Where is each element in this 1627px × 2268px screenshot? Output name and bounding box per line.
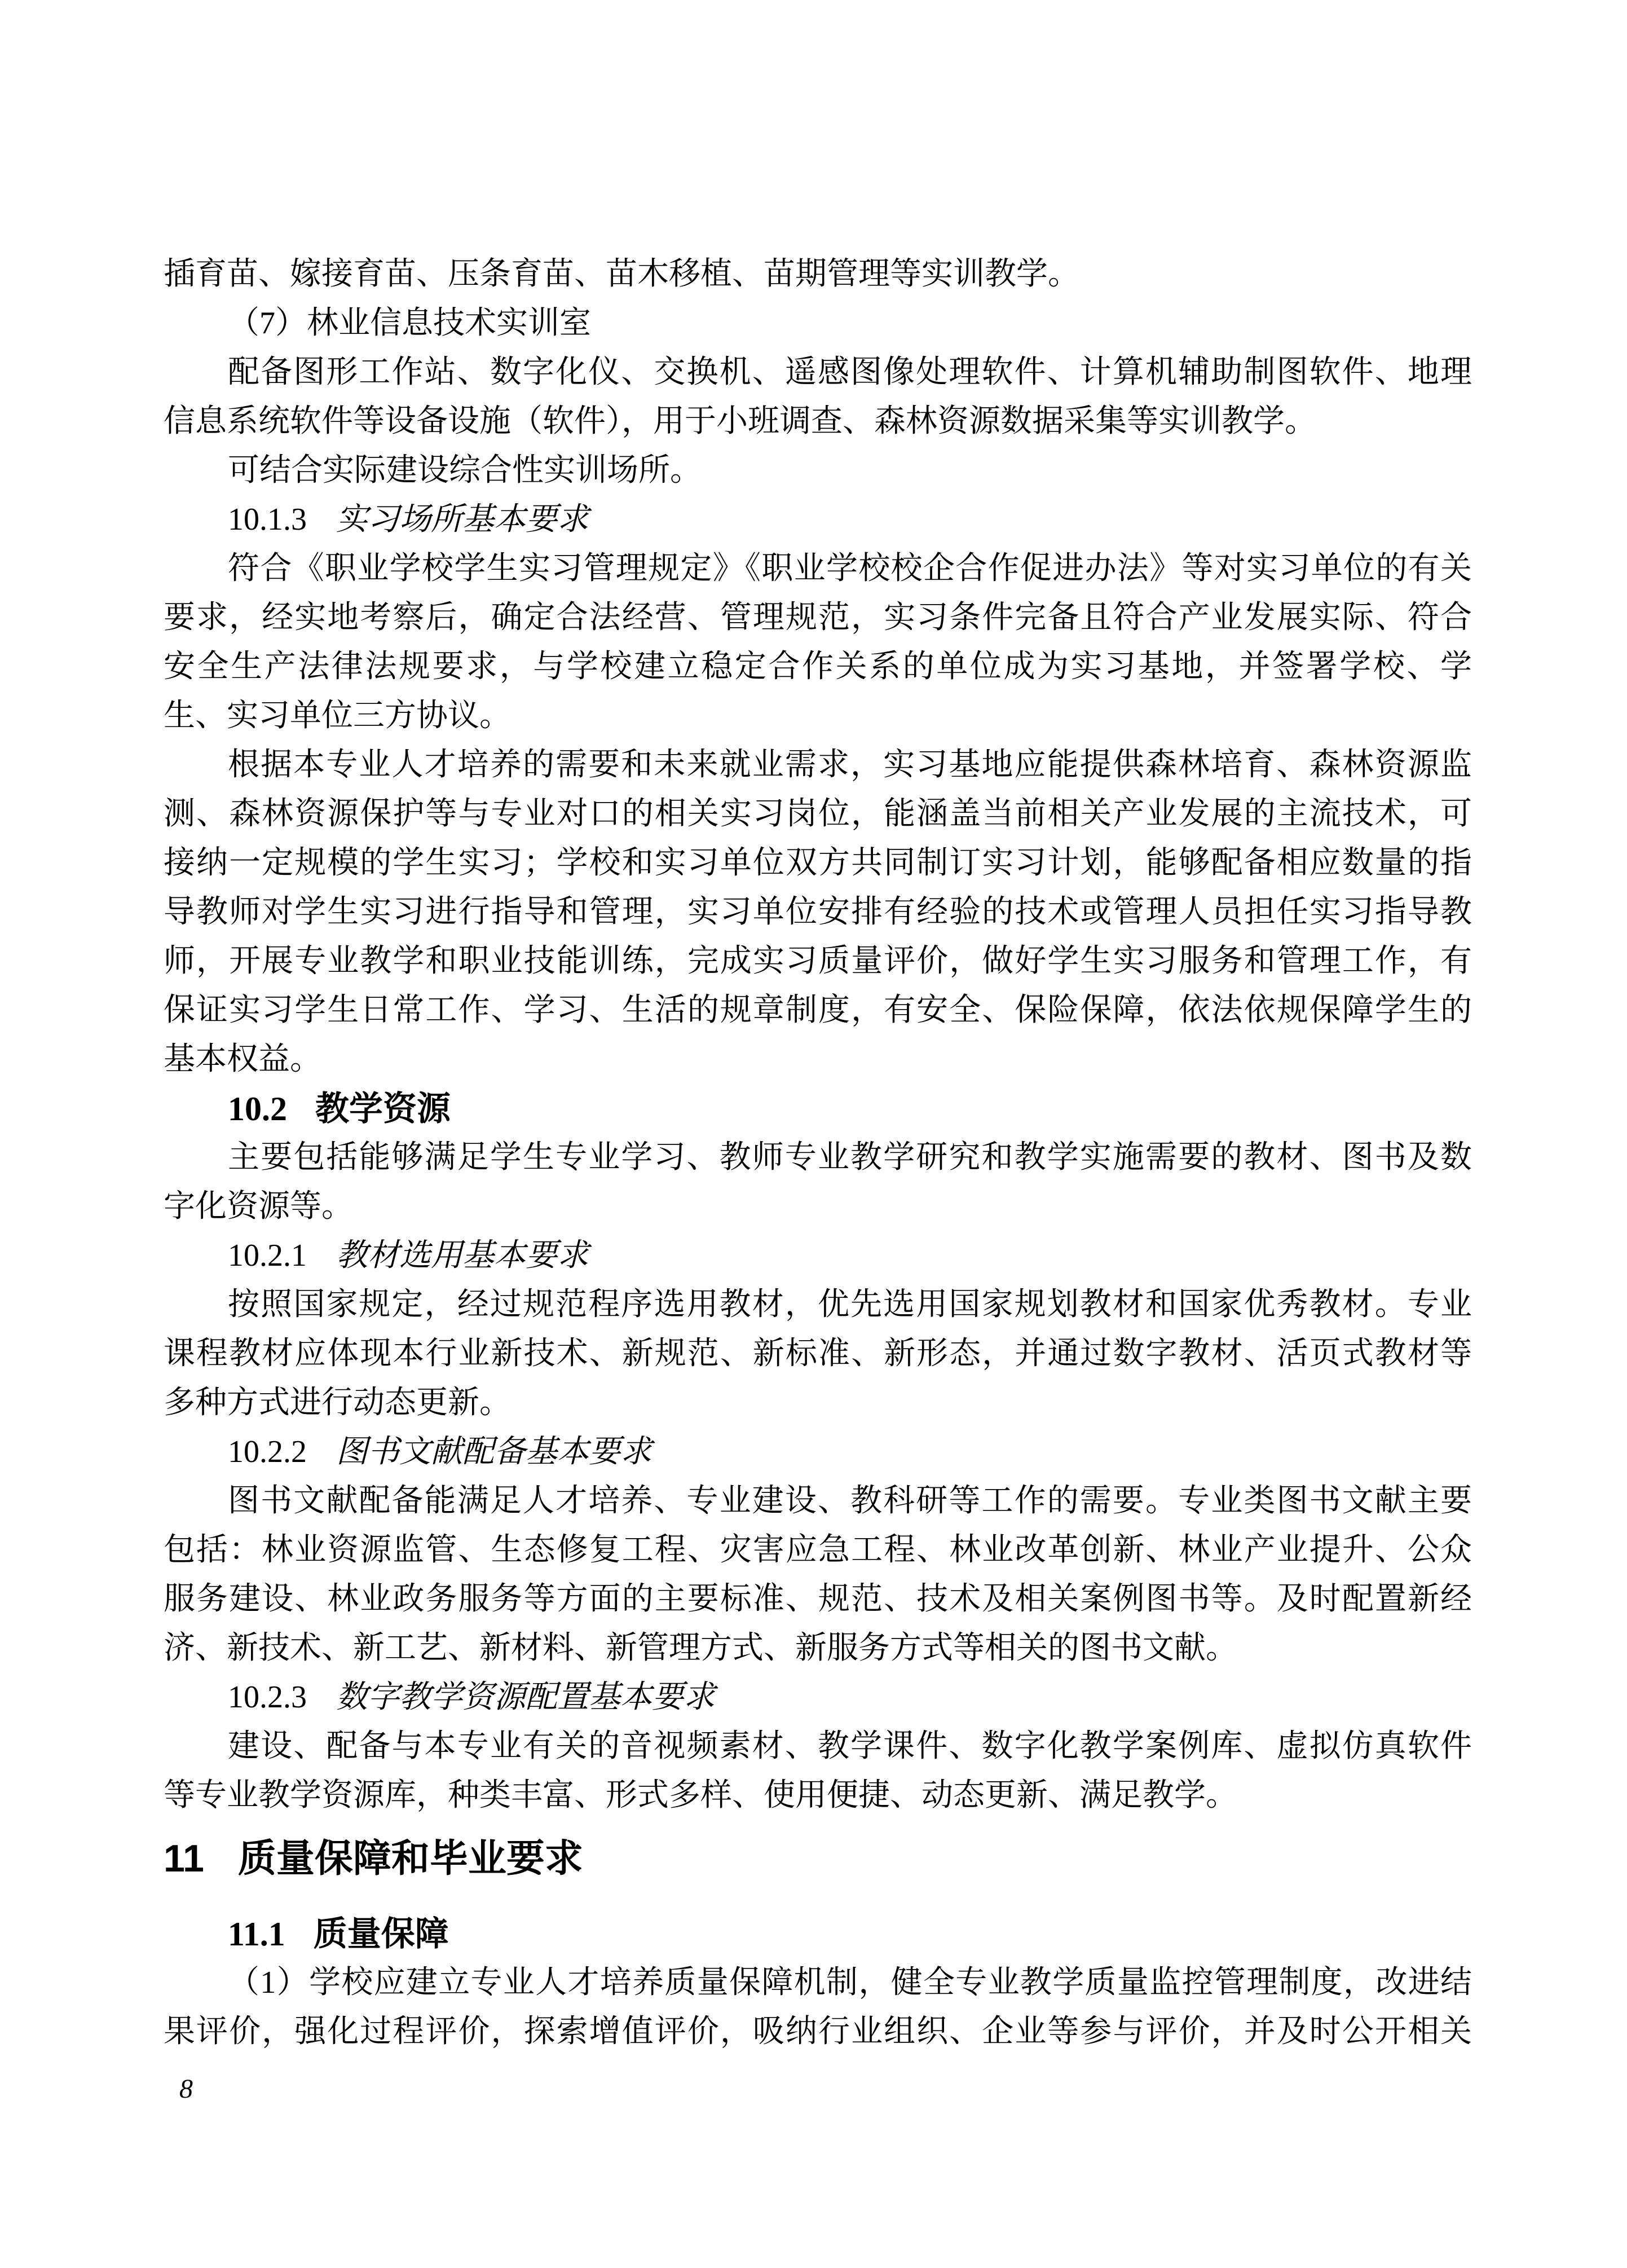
heading-number: 10.1.3 xyxy=(228,502,307,537)
heading-number: 10.2.3 xyxy=(228,1680,307,1715)
heading-10.2.1 xyxy=(164,1231,1472,1280)
text-line: 基本权益。 xyxy=(164,1042,321,1077)
heading-11.1 xyxy=(164,1909,1472,1958)
text-line: 建设、配备与本专业有关的音视频素材、教学课件、数字化教学案例库、虚拟仿真软件 xyxy=(228,1729,1472,1764)
text-line: （1）学校应建立专业人才培养质量保障机制，健全专业教学质量监控管理制度，改进结 xyxy=(228,1965,1472,2000)
text-line: 保证实习学生日常工作、学习、生活的规章制度，有安全、保险保障，依法依规保障学生的 xyxy=(164,993,1472,1028)
text-line: 师，开展专业教学和职业技能训练，完成实习质量评价，做好学生实习服务和管理工作，有 xyxy=(164,944,1472,979)
heading-number: 11 xyxy=(164,1837,204,1880)
heading-title: 图书文献配备基本要求 xyxy=(336,1434,652,1469)
text-line: 等专业教学资源库，种类丰富、形式多样、使用便捷、动态更新、满足教学。 xyxy=(164,1778,1237,1813)
text-line: 导教师对学生实习进行指导和管理，实习单位安排有经验的技术或管理人员担任实习指导教 xyxy=(164,895,1472,930)
heading-number: 11.1 xyxy=(228,1915,285,1953)
text-line: 接纳一定规模的学生实习；学校和实习单位双方共同制订实习计划，能够配备相应数量的指 xyxy=(164,845,1472,880)
heading-11 xyxy=(164,1830,1472,1887)
document-body xyxy=(164,250,1472,2056)
heading-number: 10.2.2 xyxy=(228,1434,307,1469)
heading-title: 教材选用基本要求 xyxy=(336,1238,589,1273)
text-line: 字化资源等。 xyxy=(164,1189,353,1224)
text-line: 配备图形工作站、数字化仪、交换机、遥感图像处理软件、计算机辅助制图软件、地理 xyxy=(228,355,1472,390)
text-line: 根据本专业人才培养的需要和未来就业需求，实习基地应能提供森林培育、森林资源监 xyxy=(228,747,1472,782)
heading-title: 质量保障和毕业要求 xyxy=(237,1837,583,1880)
text-line: 安全生产法律法规要求，与学校建立稳定合作关系的单位成为实习基地，并签署学校、学 xyxy=(164,649,1472,684)
text-line: 要求，经实地考察后，确定合法经营、管理规范，实习条件完备且符合产业发展实际、符合 xyxy=(164,600,1472,635)
heading-10.2.3 xyxy=(164,1673,1472,1722)
text-line: 信息系统软件等设备设施（软件），用于小班调查、森林资源数据采集等实训教学。 xyxy=(164,404,1316,439)
text-line: 多种方式进行动态更新。 xyxy=(164,1385,511,1420)
text-line: 生、实习单位三方协议。 xyxy=(164,698,511,733)
text-line: 可结合实际建设综合性实训场所。 xyxy=(228,453,702,488)
text-line: 插育苗、嫁接育苗、压条育苗、苗木移植、苗期管理等实训教学。 xyxy=(164,257,1079,292)
text-line: （7）林业信息技术实训室 xyxy=(228,306,591,341)
text-line: 测、森林资源保护等与专业对口的相关实习岗位，能涵盖当前相关产业发展的主流技术，可 xyxy=(164,796,1472,831)
text-line: 按照国家规定，经过规范程序选用教材，优先选用国家规划教材和国家优秀教材。专业 xyxy=(228,1287,1472,1322)
text-line: 课程教材应体现本行业新技术、新规范、新标准、新形态，并通过数字教材、活页式教材等 xyxy=(164,1336,1472,1371)
heading-title: 质量保障 xyxy=(313,1915,449,1953)
text-line: 符合《职业学校学生实习管理规定》《职业学校校企合作促进办法》等对实习单位的有关 xyxy=(228,551,1472,586)
heading-number: 10.2.1 xyxy=(228,1238,307,1273)
text-line: 服务建设、林业政务服务等方面的主要标准、规范、技术及相关案例图书等。及时配置新经 xyxy=(164,1582,1472,1617)
heading-title: 教学资源 xyxy=(315,1090,451,1128)
text-line: 果评价，强化过程评价，探索增值评价，吸纳行业组织、企业等参与评价，并及时公开相关 xyxy=(164,2014,1472,2049)
text-line: 主要包括能够满足学生专业学习、教师专业教学研究和教学实施需要的教材、图书及数 xyxy=(228,1140,1472,1175)
heading-10.2 xyxy=(164,1084,1472,1133)
text-line: 济、新技术、新工艺、新材料、新管理方式、新服务方式等相关的图书文献。 xyxy=(164,1631,1237,1666)
page-number: 8 xyxy=(179,2074,193,2104)
heading-number: 10.2 xyxy=(228,1090,287,1128)
heading-10.1.3 xyxy=(164,495,1472,544)
text-line: 图书文献配备能满足人才培养、专业建设、教科研等工作的需要。专业类图书文献主要 xyxy=(228,1483,1472,1518)
heading-title: 数字教学资源配置基本要求 xyxy=(336,1680,715,1715)
heading-title: 实习场所基本要求 xyxy=(336,502,589,537)
heading-10.2.2 xyxy=(164,1428,1472,1477)
text-line: 包括：林业资源监管、生态修复工程、灾害应急工程、林业改革创新、林业产业提升、公众 xyxy=(164,1532,1472,1567)
